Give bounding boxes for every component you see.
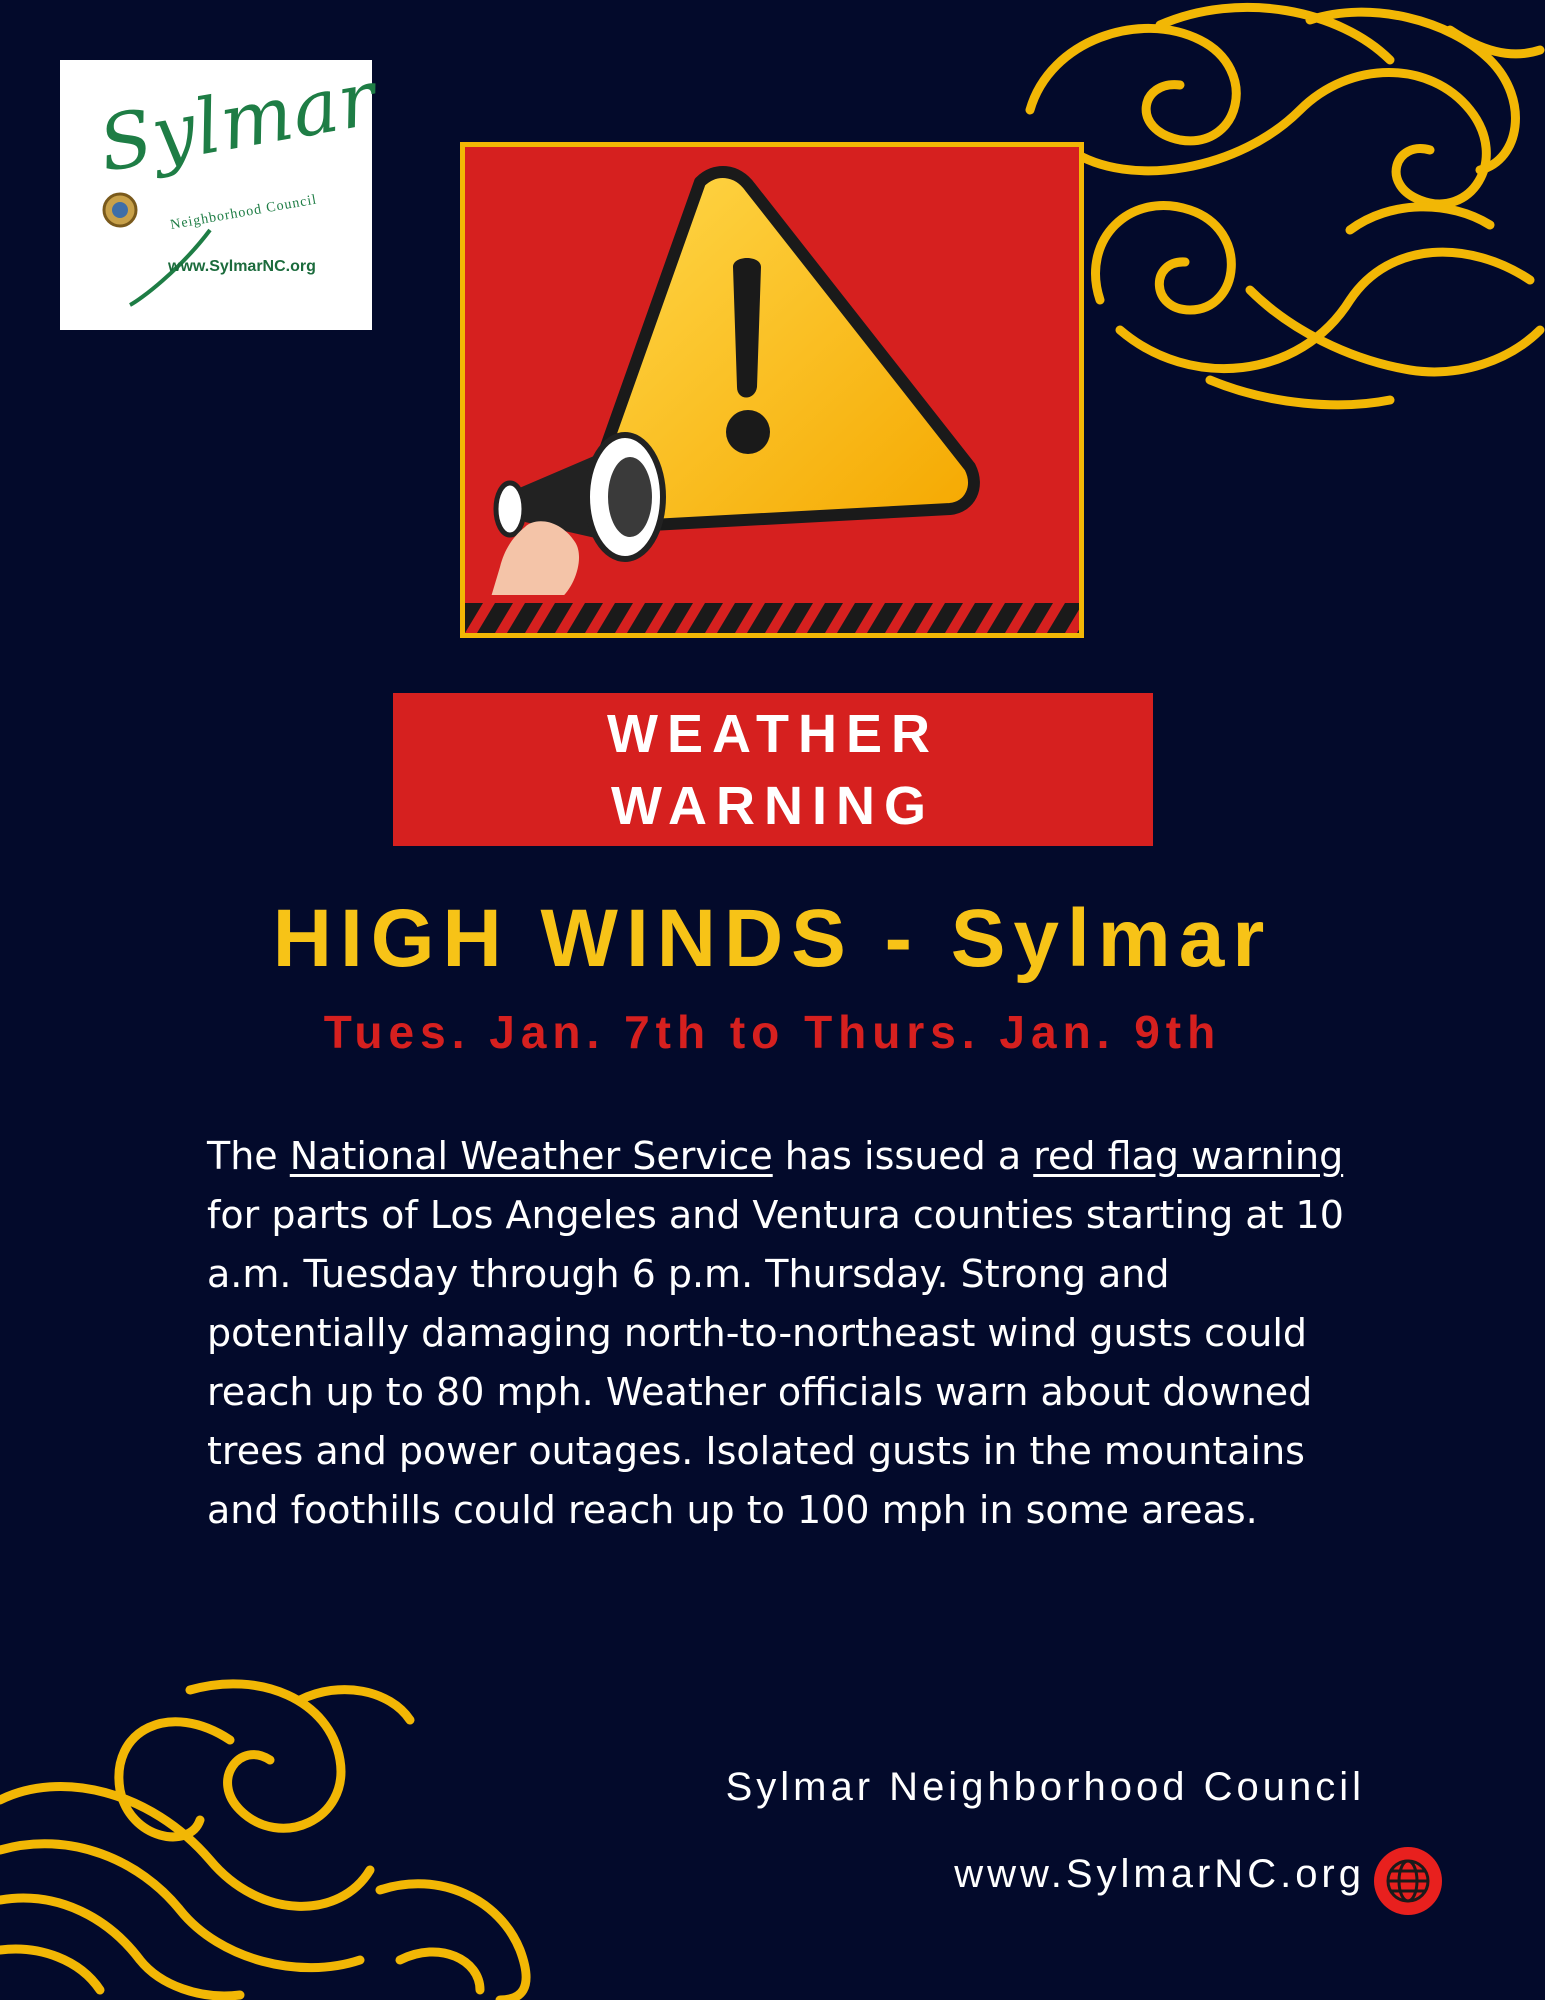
body-text-part-2: has issued a — [772, 1134, 1034, 1178]
logo-url: www.SylmarNC.org — [168, 258, 316, 275]
website-link[interactable]: www.SylmarNC.org — [954, 1852, 1365, 1896]
weather-warning-banner — [393, 693, 1153, 846]
banner-line-2: WARNING — [611, 775, 935, 836]
page-title: HIGH WINDS - Sylmar — [272, 893, 1273, 984]
date-range: Tues. Jan. 7th to Thurs. Jan. 9th — [323, 1006, 1222, 1058]
body-text-part-1: The — [207, 1134, 290, 1178]
banner-line-1: WEATHER — [607, 703, 939, 764]
council-name: Sylmar Neighborhood Council — [725, 1765, 1365, 1809]
nws-link[interactable]: National Weather Service — [289, 1134, 773, 1178]
warning-hero-image — [460, 142, 1084, 638]
body-text-part-3: for parts of Los Angeles and Ventura counties starting at 10 a.m. Tuesday through 6 p.m. Thursday. Strong and potentially damaging north-to-northeast wind gusts could reach up to 80 mph. Weather officials warn about downed trees and power outages. Isolated gusts in the mountains and foothills could reach up to 100 mph in some areas. — [207, 1193, 1344, 1532]
logo-script-text: Sylmar — [92, 52, 383, 190]
wind-swirl-icon — [0, 1660, 590, 2000]
logo-subtitle: Neighborhood Council — [169, 192, 319, 234]
wind-swirl-icon — [1010, 0, 1545, 420]
warning-triangle-megaphone-icon — [465, 147, 1079, 633]
globe-icon — [1372, 1845, 1444, 1917]
red-flag-warning-link[interactable]: red flag warning — [1033, 1134, 1344, 1178]
sylmar-logo — [60, 52, 383, 330]
warning-description — [207, 1127, 1347, 1540]
